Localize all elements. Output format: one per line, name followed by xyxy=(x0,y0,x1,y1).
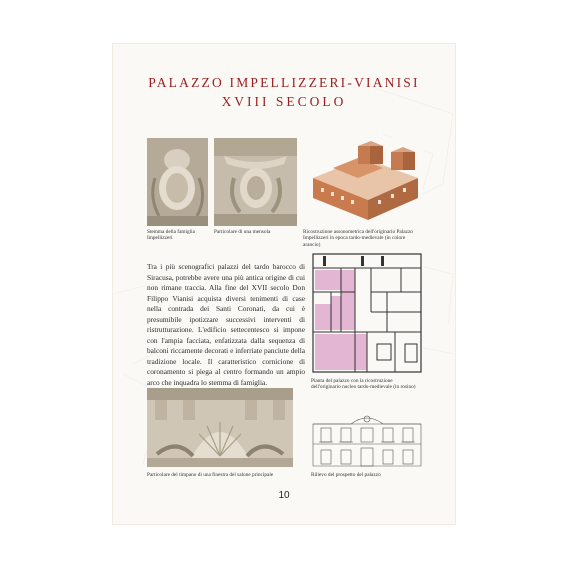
pianta-plan xyxy=(311,252,423,374)
prospetto-caption: Rilievo del prospetto del palazzo xyxy=(311,472,381,478)
brochure-page xyxy=(113,44,455,524)
prospetto-elevation xyxy=(311,410,423,468)
page-number: 10 xyxy=(278,490,290,501)
pianta-caption: Pianta del palazzo con la ricostruzione dell'originario nucleo tardo-medievale (in rosino) xyxy=(311,378,416,391)
timpano-photo xyxy=(147,388,293,467)
assonometria-model xyxy=(303,138,423,226)
body-paragraph: Tra i più scenografici palazzi del tardo barocco di Siracusa, potrebbe avere una più antica origine di cui non rimane traccia. Alla fine del XVII secolo Don Filippo Vianisi acquista diversi tenimenti di case nella contrada dei Santi Coronati, da cui è presumibile ipotizzare successivi interventi di ristrutturazione. L'edificio settecentesco si impone con l'ampia facciata, enfatizzata dalla sequenza di balconi riccamente decorati e inferriate panciute della tradizione locale. Il caratteristico cornicione di coronamento si piega al centro formando un ampio arco che inquadra lo stemma di famiglia. xyxy=(147,262,305,388)
page-title: PALAZZO IMPELLIZZERI-VIANISI xyxy=(148,75,420,90)
assonometria-caption: Ricostruzione assonometrica dell'originario Palazzo Impellizzeri in epoca tardo-medievale (in colore arancio) xyxy=(303,229,413,248)
stemma-photo xyxy=(147,138,208,226)
timpano-caption: Particolare del timpano di una finestra del salone principale xyxy=(147,472,274,478)
mensola-caption: Particolare di una mensola xyxy=(214,229,271,235)
mensola-photo xyxy=(214,138,297,226)
page-subtitle: XVIII SECOLO xyxy=(221,94,347,109)
stemma-caption: Stemma della famiglia Impellizzeri xyxy=(147,229,195,242)
